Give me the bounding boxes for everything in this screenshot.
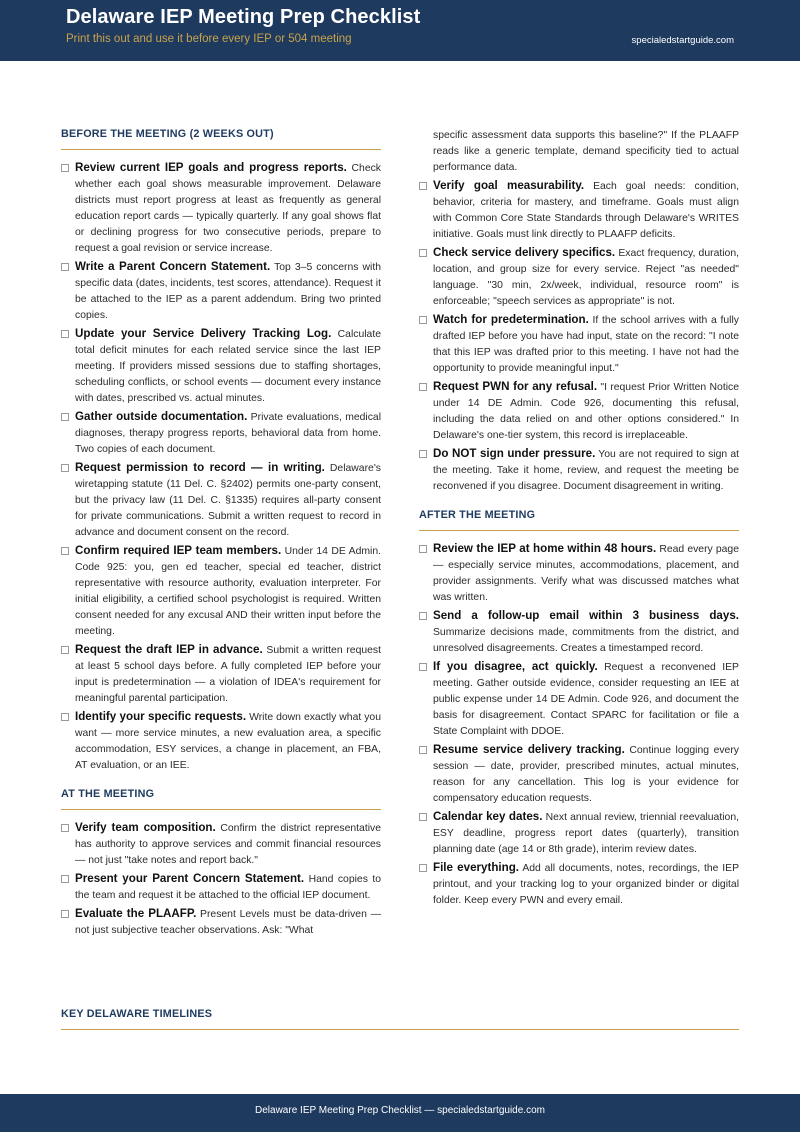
before-meeting-item xyxy=(61,160,381,257)
checklist-item-body: Read every page — especially service minutes, accommodations, placement, and provider assignments. Verify what was discussed matches what was written. xyxy=(433,544,739,603)
checkbox[interactable] xyxy=(61,713,69,721)
after-meeting-item xyxy=(419,541,739,606)
after-meeting-item xyxy=(419,860,739,909)
after-meeting-item xyxy=(419,809,739,858)
section-heading-at: AT THE MEETING xyxy=(61,788,381,810)
checklist-item-body: You are not required to sign at the meeting. Take it home, review, and request the meeting be reconvened if you disagree. Document disagreement in writing. xyxy=(433,449,739,492)
before-meeting-item xyxy=(61,460,381,541)
checklist-item-body: "I request Prior Written Notice under 14 DE Admin. Code 926, documenting this refusal, including the data relied on and other options considered." In Delaware's one-tier system, this record is irreplaceable. xyxy=(433,382,739,441)
checklist-item-title: Watch for predetermination. xyxy=(433,313,589,326)
at-meeting-item xyxy=(419,312,739,377)
before-meeting-checklist xyxy=(61,160,381,774)
timelines-section xyxy=(61,1008,739,1040)
checklist-item-title: File everything. xyxy=(433,861,520,874)
checkbox[interactable] xyxy=(61,910,69,918)
left-column xyxy=(61,100,381,941)
checkbox[interactable] xyxy=(419,383,427,391)
checklist-item-title: Send a follow-up email within 3 business days. xyxy=(433,609,739,622)
checklist-item-body: Exact frequency, duration, location, and group size for every service. Reject "as needed" language. "30 min, 2x/week, individual, resource room" is enforceable; "speech services as appropriate" is not. xyxy=(433,248,739,307)
checklist-item-body: Write down exactly what you want — more service minutes, a new evaluation area, a specific accommodation, ESY services, a change in placement, an FBA, AT evaluation, or an IEE. xyxy=(75,712,381,771)
right-column xyxy=(419,128,739,911)
checklist-item-title: Write a Parent Concern Statement. xyxy=(75,260,271,273)
checkbox[interactable] xyxy=(419,746,427,754)
checklist-item-title: Present your Parent Concern Statement. xyxy=(75,872,305,885)
page-header xyxy=(0,0,800,61)
checkbox[interactable] xyxy=(419,182,427,190)
checklist-item-title: Verify team composition. xyxy=(75,821,216,834)
checklist-item-body: Present Levels must be data-driven — not just subjective teacher observations. Ask: "What xyxy=(75,909,381,936)
checkbox[interactable] xyxy=(61,875,69,883)
checklist-item-title: Confirm required IEP team members. xyxy=(75,544,282,557)
checklist-item-title: Review current IEP goals and progress reports. xyxy=(75,161,347,174)
checklist-item-title: Verify goal measurability. xyxy=(433,179,585,192)
checkbox[interactable] xyxy=(419,612,427,620)
checkbox[interactable] xyxy=(61,464,69,472)
at-meeting-item xyxy=(419,245,739,310)
after-meeting-item xyxy=(419,742,739,807)
checkbox[interactable] xyxy=(419,249,427,257)
checklist-item-body: Next annual review, triennial reevaluation, ESY deadline, progress report dates (quarterly), transition planning date (age 14 or 8th grade), interim review dates. xyxy=(433,812,739,855)
before-meeting-item xyxy=(61,642,381,707)
checklist-item-title: Request the draft IEP in advance. xyxy=(75,643,263,656)
before-meeting-item xyxy=(61,709,381,774)
page-subtitle: Print this out and use it before every IEP or 504 meeting xyxy=(66,33,352,45)
checklist-item-title: Review the IEP at home within 48 hours. xyxy=(433,542,657,555)
checklist-item-body: Confirm the district representative has authority to approve services and commit financial resources — not just "take notes and report back." xyxy=(75,823,381,866)
at-meeting-item xyxy=(419,379,739,444)
checklist-item-body: Hand copies to the team and request it be attached to the official IEP document. xyxy=(75,874,382,901)
checklist-item-body: Add all documents, notes, recordings, the IEP printout, and your tracking log to your organized binder or digital folder. Keep every PWN and every email. xyxy=(433,863,739,906)
checklist-item-title: Request permission to record — in writing. xyxy=(75,461,325,474)
checklist-item-body: Summarize decisions made, commitments from the district, and unresolved disagreements. Creates a timestamped record. xyxy=(433,627,739,654)
at-meeting-item xyxy=(61,820,381,869)
before-meeting-item xyxy=(61,409,381,458)
page-footer xyxy=(0,1094,800,1132)
checkbox[interactable] xyxy=(419,864,427,872)
checkbox[interactable] xyxy=(61,824,69,832)
section-heading-before: BEFORE THE MEETING (2 WEEKS OUT) xyxy=(61,128,381,150)
checkbox[interactable] xyxy=(419,316,427,324)
checkbox[interactable] xyxy=(61,646,69,654)
after-meeting-checklist xyxy=(419,541,739,909)
after-meeting-item xyxy=(419,608,739,657)
at-meeting-checklist-continued xyxy=(419,178,739,495)
checkbox[interactable] xyxy=(419,813,427,821)
checkbox[interactable] xyxy=(419,450,427,458)
at-meeting-checklist xyxy=(61,820,381,939)
checklist-item-body: Calculate total deficit minutes for each related service since the last IEP meeting. If providers missed sessions due to staffing shortages, scheduling conflicts, or school events — document every instance with dates, prescribed vs. actual minutes. xyxy=(75,329,381,404)
checklist-item-body: Delaware's wiretapping statute (11 Del. C. §2402) permits one-party consent, but the privacy law (11 Del. C. §1335) requires all-party consent for private communications. Submit a written request to record in advance and document consent on the record. xyxy=(75,463,382,538)
checklist-item-title: Calendar key dates. xyxy=(433,810,543,823)
checklist-item-body: Request a reconvened IEP meeting. Gather outside evidence, consider requesting an IEE at public expense under 14 DE Admin. Code 926, and document the basis for disagreement. Contact SPARC for facilitation or file a State Complaint with DDOE. xyxy=(433,662,739,737)
checklist-item-body: Private evaluations, medical diagnoses, therapy progress reports, behavioral data from home. Two copies of each document. xyxy=(75,412,382,455)
checkbox[interactable] xyxy=(61,547,69,555)
checkbox[interactable] xyxy=(61,330,69,338)
page-title: Delaware IEP Meeting Prep Checklist xyxy=(66,6,421,28)
before-meeting-item xyxy=(61,259,381,324)
at-meeting-item xyxy=(61,871,381,904)
checkbox[interactable] xyxy=(61,263,69,271)
checklist-item-title: Evaluate the PLAAFP. xyxy=(75,907,197,920)
checklist-item-body: Submit a written request at least 5 school days before. A fully completed IEP before your input is predetermination — a violation of IDEA's requirement for meaningful parental participation. xyxy=(75,645,382,704)
checkbox[interactable] xyxy=(61,413,69,421)
after-meeting-item xyxy=(419,659,739,740)
at-meeting-item xyxy=(419,446,739,495)
checklist-item-title: Update your Service Delivery Tracking Log. xyxy=(75,327,332,340)
checklist-item-title: Request PWN for any refusal. xyxy=(433,380,598,393)
checklist-item-body: If the school arrives with a fully drafted IEP before you have had input, state on the record: "I note that this IEP was drafted prior to this meeting. I have not had the opportunity to provide meaningful input." xyxy=(433,315,739,374)
checklist-item-title: Resume service delivery tracking. xyxy=(433,743,625,756)
at-meeting-item xyxy=(61,906,381,939)
checklist-item-title: Do NOT sign under pressure. xyxy=(433,447,596,460)
footer-text: Delaware IEP Meeting Prep Checklist — specialedstartguide.com xyxy=(255,1105,545,1116)
plaafp-continued-text: specific assessment data supports this baseline?" If the PLAAFP reads like a generic template, demand specificity tied to actual performance data. xyxy=(433,130,739,173)
checklist-item-title: Check service delivery specifics. xyxy=(433,246,616,259)
before-meeting-item xyxy=(61,543,381,640)
checklist-item-body: Check whether each goal shows measurable improvement. Delaware districts must report progress at least as frequently as general education report cards — typically quarterly. If any goal shows flat or declining progress for two consecutive periods, prepare to request a goal revision or service increase. xyxy=(75,163,381,254)
checklist-item-body: Each goal needs: condition, behavior, criteria for mastery, and timeframe. Goals must align with Common Core State Standards through Delaware's WRITES initiative. Goals must link directly to PLAAFP deficits. xyxy=(433,181,739,240)
section-heading-timelines: KEY DELAWARE TIMELINES xyxy=(61,1008,739,1030)
checkbox[interactable] xyxy=(419,663,427,671)
checkbox[interactable] xyxy=(419,545,427,553)
checklist-item-body: Continue logging every session — date, provider, prescribed minutes, actual minutes, reason for any cancellation. This log is your evidence for compensatory education requests. xyxy=(433,745,739,804)
section-heading-after: AFTER THE MEETING xyxy=(419,509,739,531)
checkbox[interactable] xyxy=(61,164,69,172)
checklist-item-title: Gather outside documentation. xyxy=(75,410,248,423)
checklist-item-body: Top 3–5 concerns with specific data (dates, incidents, test scores, attendance). Request it be attached to the IEP as a parent addendum. Bring two printed copies. xyxy=(75,262,381,321)
checklist-item-title: If you disagree, act quickly. xyxy=(433,660,598,673)
before-meeting-item xyxy=(61,326,381,407)
at-meeting-item xyxy=(419,178,739,243)
header-site-url: specialedstartguide.com xyxy=(631,35,734,46)
checklist-item-body: Under 14 DE Admin. Code 925: you, gen ed teacher, special ed teacher, district representative with resource authority, evaluation interpreter. For initial eligibility, a certified school psychologist is required. Written consent needed for any excusal AND their written input before the meeting. xyxy=(75,546,382,637)
checklist-item-title: Identify your specific requests. xyxy=(75,710,247,723)
